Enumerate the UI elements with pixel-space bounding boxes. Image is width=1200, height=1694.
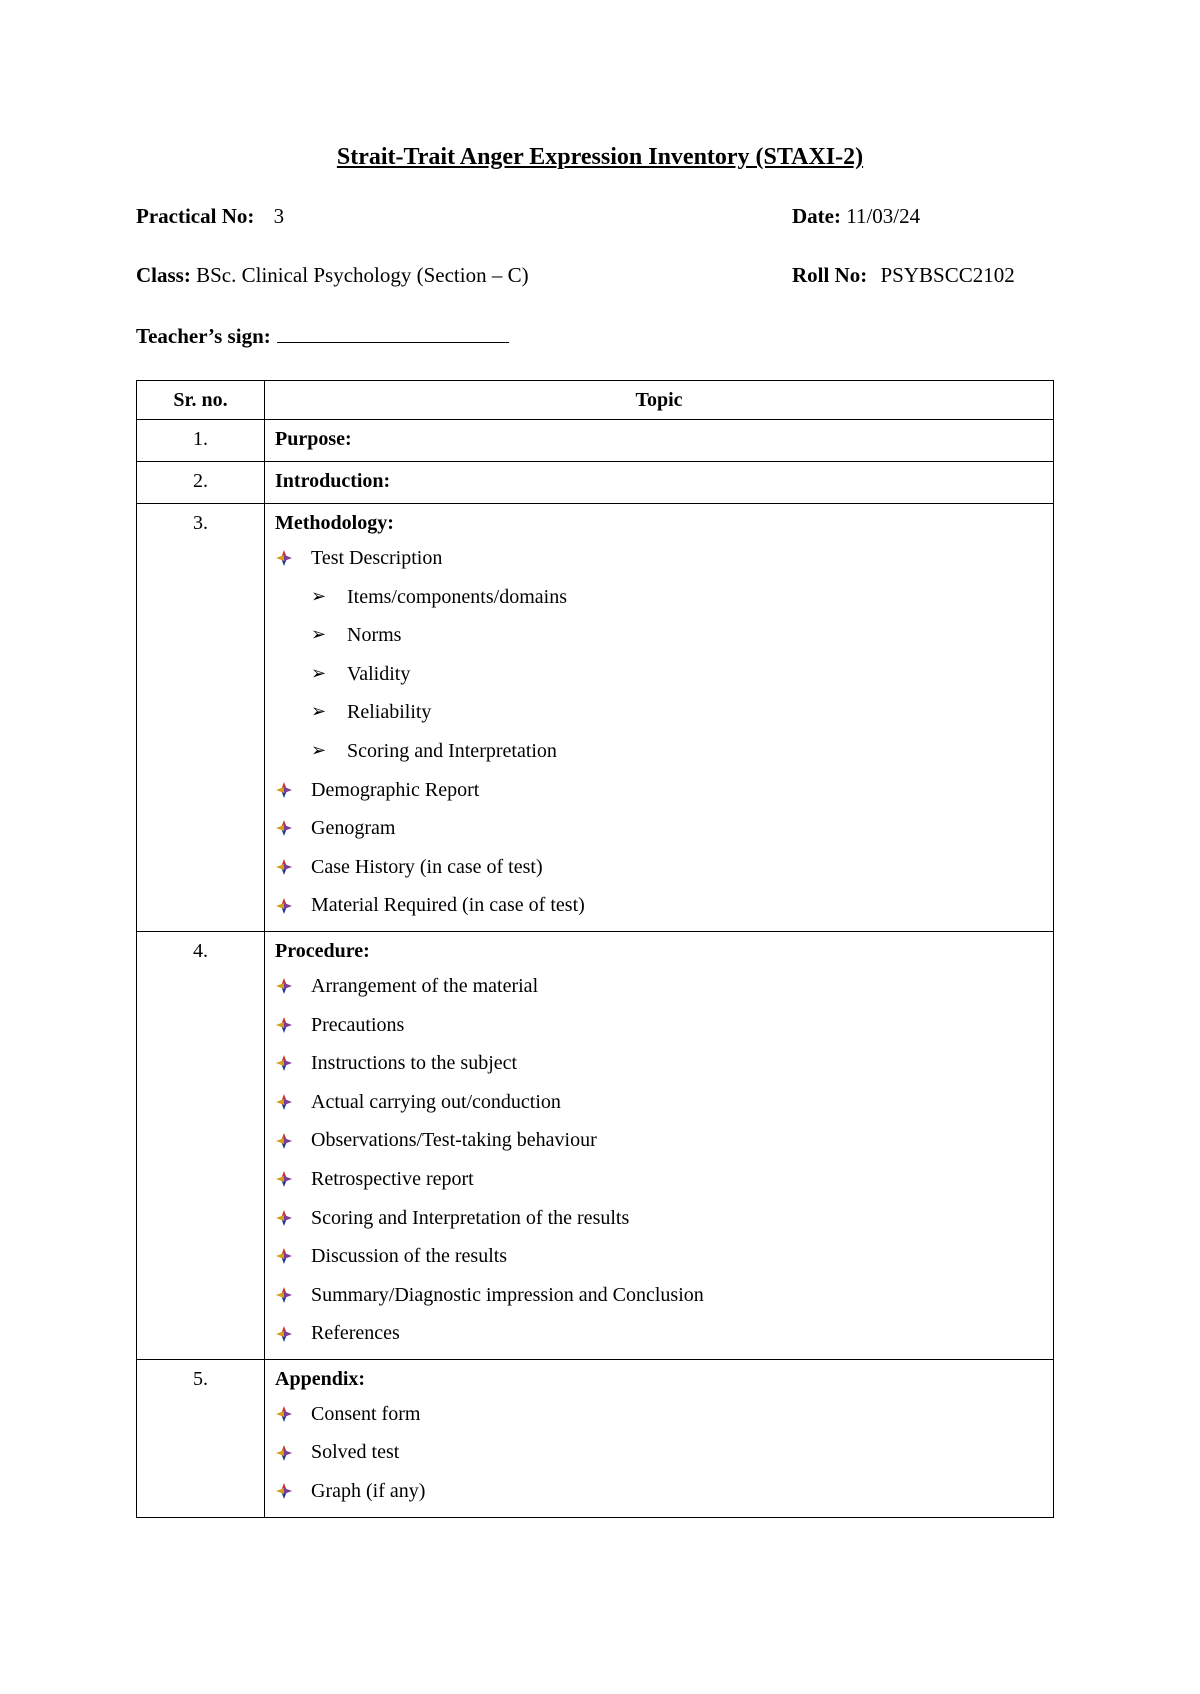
list-item bbox=[275, 1121, 1043, 1160]
teacher-sign-field bbox=[136, 322, 509, 349]
arrowhead-bullet-icon: ➢ bbox=[311, 585, 327, 607]
four-arrow-bullet-icon bbox=[275, 1093, 311, 1111]
four-arrow-bullet-icon bbox=[275, 1325, 311, 1343]
list-item-text: Retrospective report bbox=[311, 1167, 474, 1190]
list-item-text: Actual carrying out/conduction bbox=[311, 1090, 561, 1113]
four-arrow-bullet-icon bbox=[275, 781, 311, 799]
four-arrow-bullet-icon bbox=[275, 858, 311, 876]
four-arrow-bullet-icon bbox=[275, 1209, 311, 1227]
four-arrow-bullet-icon bbox=[275, 1482, 311, 1500]
topic-cell bbox=[265, 420, 1054, 462]
list-item-text: Instructions to the subject bbox=[311, 1052, 518, 1075]
date-label: Date: bbox=[792, 204, 841, 228]
four-arrow-bullet-icon bbox=[275, 1444, 311, 1462]
four-arrow-bullet-icon bbox=[275, 1286, 311, 1304]
table-row bbox=[137, 1359, 1054, 1517]
header-topic: Topic bbox=[265, 381, 1054, 420]
arrowhead-bullet-icon: ➢ bbox=[311, 662, 327, 684]
list-item-text: Genogram bbox=[311, 817, 396, 840]
arrowhead-bullet-icon: ➢ bbox=[311, 739, 327, 761]
list-item-text: Observations/Test-taking behaviour bbox=[311, 1129, 597, 1152]
list-item-text: Precautions bbox=[311, 1013, 405, 1036]
list-item-text: Consent form bbox=[311, 1402, 421, 1425]
four-arrow-bullet-icon bbox=[275, 1132, 311, 1150]
list-item bbox=[275, 1314, 1043, 1353]
list-item bbox=[275, 655, 1043, 694]
topic-cell bbox=[265, 931, 1054, 1359]
list-item bbox=[275, 1433, 1043, 1472]
date-field bbox=[792, 204, 920, 229]
list-item bbox=[275, 1083, 1043, 1122]
list-item bbox=[275, 848, 1043, 887]
table-header-row bbox=[137, 381, 1054, 420]
list-item-text: Graph (if any) bbox=[311, 1480, 426, 1503]
list-item bbox=[275, 1472, 1043, 1511]
sr-no-cell: 2. bbox=[137, 462, 265, 504]
topics-table bbox=[136, 380, 1054, 1518]
roll-number-field bbox=[792, 263, 1015, 288]
list-item bbox=[275, 1237, 1043, 1276]
four-arrow-bullet-icon bbox=[275, 897, 311, 915]
section-title: Introduction: bbox=[275, 470, 391, 492]
list-item-text: Case History (in case of test) bbox=[311, 855, 543, 878]
list-item-text: Arrangement of the material bbox=[311, 974, 539, 997]
list-item bbox=[275, 809, 1043, 848]
list-item-text: Test Description bbox=[311, 547, 443, 569]
roll-number-label: Roll No: bbox=[792, 263, 868, 287]
list-item bbox=[275, 578, 1043, 617]
list-item bbox=[275, 886, 1043, 925]
practical-number-field bbox=[136, 204, 284, 229]
practical-number-value: 3 bbox=[273, 204, 285, 228]
list-item-text: Items/components/domains bbox=[347, 585, 567, 608]
roll-number-value: PSYBSCC2102 bbox=[880, 263, 1015, 287]
list-item-text: Solved test bbox=[311, 1441, 400, 1464]
sr-no-cell: 4. bbox=[137, 931, 265, 1359]
topic-cell bbox=[265, 504, 1054, 932]
list-item bbox=[275, 1160, 1043, 1199]
sr-no-cell: 5. bbox=[137, 1359, 265, 1517]
list-item bbox=[275, 1006, 1043, 1045]
list-item-text: Scoring and Interpretation bbox=[347, 739, 557, 762]
document-title: Strait-Trait Anger Expression Inventory (STAXI-2) bbox=[336, 144, 864, 170]
four-arrow-bullet-icon bbox=[275, 1170, 311, 1188]
list-item bbox=[275, 539, 1043, 578]
teacher-sign-label: Teacher’s sign: bbox=[136, 324, 271, 348]
list-item bbox=[275, 1199, 1043, 1238]
list-item-text: Norms bbox=[347, 624, 402, 647]
list-item bbox=[275, 693, 1043, 732]
list-item-text: Discussion of the results bbox=[311, 1245, 508, 1268]
signature-line bbox=[277, 322, 509, 343]
topic-cell bbox=[265, 1359, 1054, 1517]
section-title: Purpose: bbox=[275, 428, 352, 450]
class-field bbox=[136, 263, 529, 288]
class-value: BSc. Clinical Psychology (Section – C) bbox=[196, 263, 529, 287]
section-title: Methodology: bbox=[275, 512, 394, 534]
list-item-text: Material Required (in case of test) bbox=[311, 894, 585, 917]
sr-no-cell: 3. bbox=[137, 504, 265, 932]
list-item bbox=[275, 1395, 1043, 1434]
section-title: Appendix: bbox=[275, 1367, 366, 1390]
arrowhead-bullet-icon: ➢ bbox=[311, 624, 327, 646]
practical-number-label: Practical No: bbox=[136, 204, 255, 228]
list-item bbox=[275, 732, 1043, 771]
four-arrow-bullet-icon bbox=[275, 1405, 311, 1423]
table-row bbox=[137, 420, 1054, 462]
list-item bbox=[275, 967, 1043, 1006]
arrowhead-bullet-icon: ➢ bbox=[311, 701, 327, 723]
list-item bbox=[275, 1276, 1043, 1315]
list-item-text: Validity bbox=[347, 662, 411, 685]
four-arrow-bullet-icon bbox=[275, 1054, 311, 1072]
four-arrow-bullet-icon bbox=[275, 1016, 311, 1034]
topic-cell bbox=[265, 462, 1054, 504]
four-arrow-bullet-icon bbox=[275, 1247, 311, 1265]
section-title: Procedure: bbox=[275, 939, 370, 962]
four-arrow-bullet-icon bbox=[275, 977, 311, 995]
sr-no-cell: 1. bbox=[137, 420, 265, 462]
table-row bbox=[137, 504, 1054, 932]
table-body bbox=[137, 420, 1054, 1518]
class-label: Class: bbox=[136, 263, 191, 287]
table-row bbox=[137, 462, 1054, 504]
list-item-text: Scoring and Interpretation of the results bbox=[311, 1206, 630, 1229]
list-item-text: Demographic Report bbox=[311, 778, 480, 801]
header-sr-no: Sr. no. bbox=[137, 381, 265, 420]
four-arrow-bullet-icon bbox=[275, 549, 311, 567]
table-row bbox=[137, 931, 1054, 1359]
list-item bbox=[275, 616, 1043, 655]
date-value: 11/03/24 bbox=[846, 204, 921, 228]
list-item-text: Reliability bbox=[347, 701, 432, 724]
list-item bbox=[275, 771, 1043, 810]
four-arrow-bullet-icon bbox=[275, 819, 311, 837]
list-item-text: References bbox=[311, 1322, 400, 1345]
list-item-text: Summary/Diagnostic impression and Conclusion bbox=[311, 1283, 704, 1306]
list-item bbox=[275, 1044, 1043, 1083]
